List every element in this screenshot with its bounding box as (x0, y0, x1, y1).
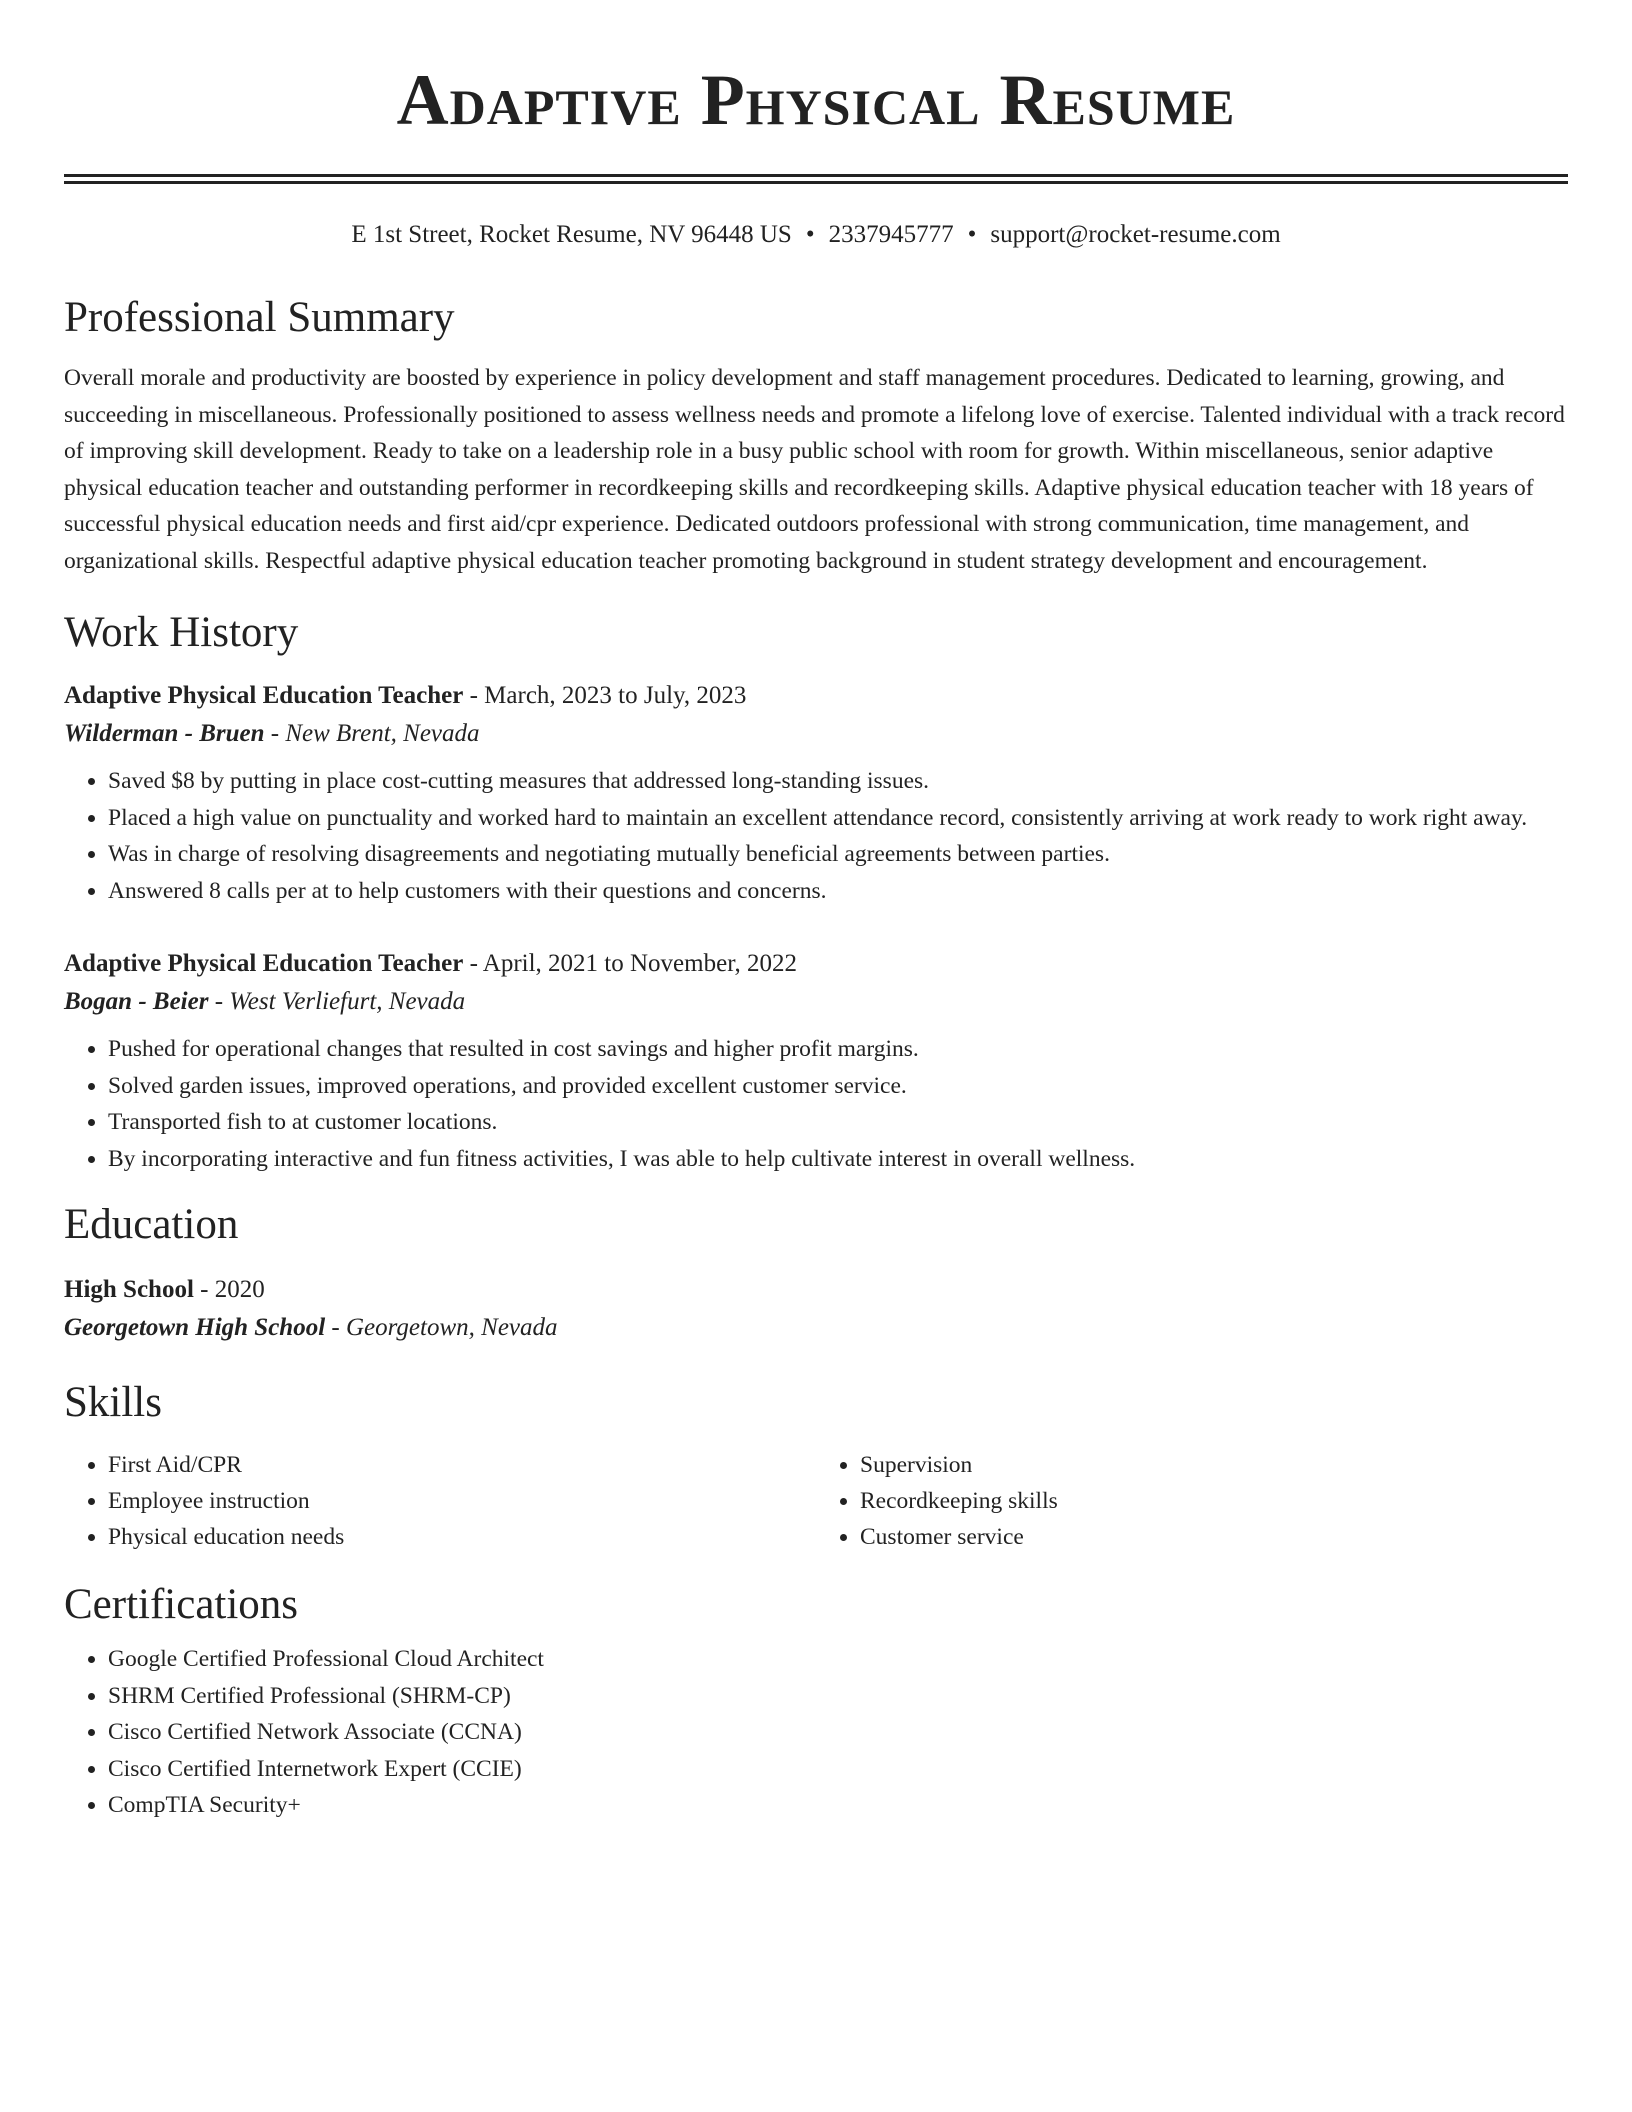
job-bullets (64, 1031, 1568, 1177)
job-bullet: • By incorporating interactive and fun fitness activities, I was able to help cultivate interest in overall wellness. (108, 1141, 1568, 1178)
graduation-year: - 2020 (193, 1276, 265, 1303)
job-dates: - April, 2021 to November, 2022 (463, 950, 798, 977)
certification-item: • Cisco Certified Internetwork Expert (CCIE) (108, 1751, 1568, 1788)
job-bullet: • Placed a high value on punctuality and worked hard to maintain an excellent attendance record, consistently arriving at work ready to work right away. (108, 800, 1568, 837)
skills-grid (64, 1447, 1568, 1555)
school-line (64, 1309, 1568, 1347)
skill-item: • Recordkeeping skills (860, 1483, 1568, 1519)
section-title-summary: Professional Summary (64, 294, 455, 341)
section-title-work-history: Work History (64, 609, 299, 656)
job-dates: - March, 2023 to July, 2023 (463, 682, 747, 709)
degree-line (64, 1271, 1568, 1309)
job-title-line (64, 945, 1568, 983)
skill-item: • Customer service (860, 1519, 1568, 1555)
contact-line (64, 218, 1568, 252)
separator-dot: • (967, 221, 977, 248)
certification-item: • Google Certified Professional Cloud Architect (108, 1641, 1568, 1678)
skill-item: • Physical education needs (108, 1519, 816, 1555)
job-bullet: • Was in charge of resolving disagreements and negotiating mutually beneficial agreements between parties. (108, 836, 1568, 873)
job-bullet: • Transported fish to at customer locations. (108, 1104, 1568, 1141)
contact-email: support@rocket-resume.com (990, 221, 1281, 248)
certification-item: • SHRM Certified Professional (SHRM-CP) (108, 1678, 1568, 1715)
section-title-skills: Skills (64, 1379, 162, 1426)
skills-column-left (64, 1447, 816, 1555)
header-double-rule (64, 174, 1568, 184)
school-name: Georgetown High School (64, 1314, 326, 1341)
employer-line (64, 715, 1568, 753)
employer-location: - West Verliefurt, Nevada (208, 988, 466, 1015)
certification-item: • Cisco Certified Network Associate (CCNA) (108, 1714, 1568, 1751)
job-title-line (64, 677, 1568, 715)
job-entry (64, 945, 1568, 1177)
job-bullet: • Solved garden issues, improved operations, and provided excellent customer service. (108, 1068, 1568, 1105)
skill-item: • First Aid/CPR (108, 1447, 816, 1483)
job-role: Adaptive Physical Education Teacher (64, 950, 464, 977)
certifications-list (64, 1641, 1568, 1824)
contact-phone: 2337945777 (828, 221, 954, 248)
summary-text: Overall morale and productivity are boosted by experience in policy development and staff management procedures. Dedicated to learning, growing, and succeeding in miscellaneous. Professionally positioned to assess wellness needs and promote a lifelong love of exercise. Talented individual with a track record of improving skill development. Ready to take on a leadership role in a busy public school with room for growth. Within miscellaneous, senior adaptive physical education teacher and outstanding performer in recordkeeping skills and recordkeeping skills. Adaptive physical education teacher with 18 years of successful physical education needs and first aid/cpr experience. Dedicated outdoors professional with strong communication, time management, and organizational skills. Respectful adaptive physical education teacher promoting background in student strategy development and encouragement. (64, 365, 1565, 574)
section-title-certifications: Certifications (64, 1581, 299, 1628)
skill-item: • Employee instruction (108, 1483, 816, 1519)
employer-name: Bogan - Beier (64, 988, 209, 1015)
job-bullet: • Pushed for operational changes that resulted in cost savings and higher profit margins. (108, 1031, 1568, 1068)
job-bullets (64, 763, 1568, 909)
skill-item: • Supervision (860, 1447, 1568, 1483)
separator-dot: • (805, 221, 815, 248)
employer-line (64, 983, 1568, 1021)
job-entry (64, 677, 1568, 909)
certification-item: • CompTIA Security+ (108, 1787, 1568, 1824)
resume-name: Adaptive Physical Resume (396, 60, 1236, 140)
school-location: - Georgetown, Nevada (325, 1314, 558, 1341)
skills-column-right (816, 1447, 1568, 1555)
job-bullet: • Answered 8 calls per at to help customers with their questions and concerns. (108, 873, 1568, 910)
contact-address: E 1st Street, Rocket Resume, NV 96448 US (351, 221, 792, 248)
job-bullet: • Saved $8 by putting in place cost-cutting measures that addressed long-standing issues. (108, 763, 1568, 800)
employer-location: - New Brent, Nevada (264, 720, 480, 747)
degree: High School (64, 1276, 194, 1303)
section-title-education: Education (64, 1201, 239, 1248)
employer-name: Wilderman - Bruen (64, 720, 265, 747)
education-entry (64, 1271, 1568, 1347)
job-role: Adaptive Physical Education Teacher (64, 682, 464, 709)
